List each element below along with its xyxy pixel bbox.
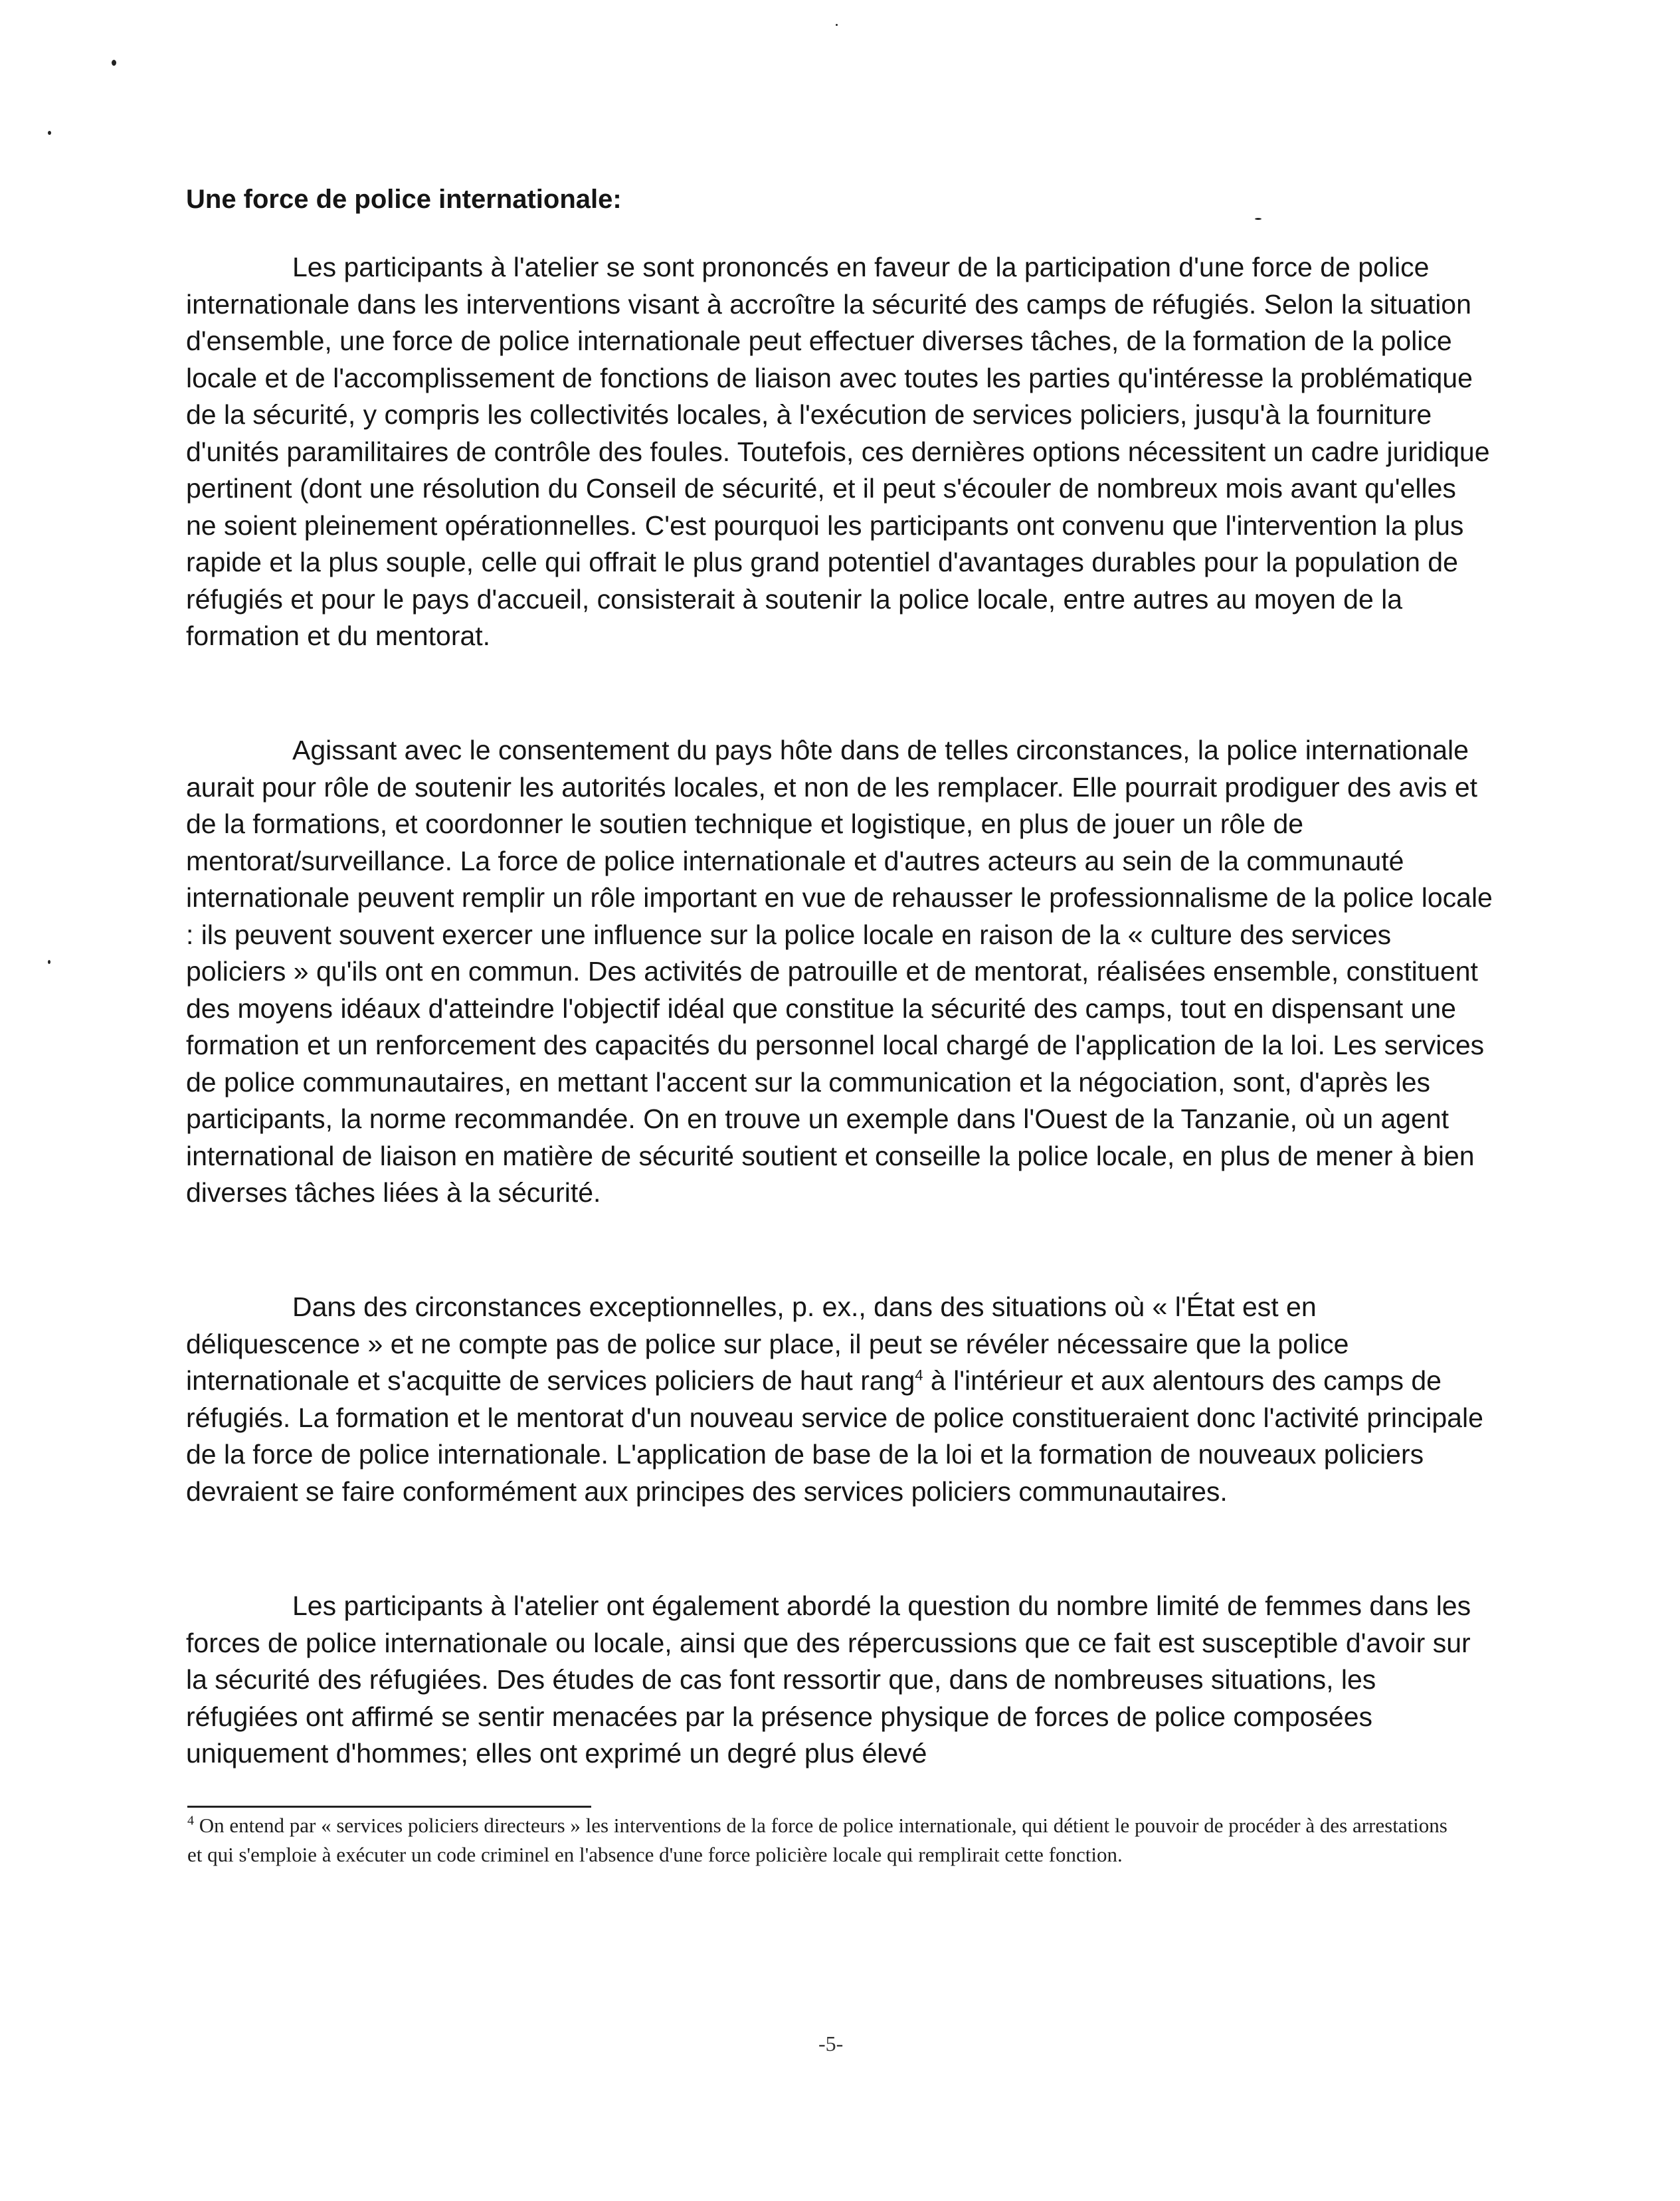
scan-speck	[48, 131, 51, 135]
paragraph-3-text-start: Dans des circonstances exceptionnelles, p. ex., dans des situations où « l'État est en déliquescence » et ne compte pas de police sur place, il peut se révéler nécessaire que la police internationale et s'acquitte de services policiers de haut rang	[186, 1292, 1349, 1396]
scan-speck	[1255, 218, 1261, 220]
scan-speck	[112, 60, 116, 66]
footnote-marker: 4	[187, 1813, 194, 1828]
footnote	[187, 1811, 1449, 1869]
footnote-text: On entend par « services policiers directeurs » les interventions de la force de police internationale, qui détient le pouvoir de procéder à des arrestations et qui s'emploie à exécuter un code criminel en l'absence d'une force policière locale qui remplirait cette fonction.	[187, 1814, 1447, 1866]
footnote-divider	[187, 1806, 591, 1808]
paragraph-3	[186, 1289, 1493, 1510]
scan-speck	[836, 24, 838, 26]
paragraph-1: Les participants à l'atelier se sont prononcés en faveur de la participation d'une force de police internationale dans les interventions visant à accroître la sécurité des camps de réfugiés. Selon la situation d'ensemble, une force de police internationale peut effectuer diverses tâches, de la formation de la police locale et de l'accomplissement de fonctions de liaison avec toutes les parties qu'intéresse la problématique de la sécurité, y compris les collectivités locales, à l'exécution de services policiers, jusqu'à la fourniture d'unités paramilitaires de contrôle des foules. Toutefois, ces dernières options nécessitent un cadre juridique pertinent (dont une résolution du Conseil de sécurité, et il peut s'écouler de nombreux mois avant qu'elles ne soient pleinement opérationnelles. C'est pourquoi les participants ont convenu que l'intervention la plus rapide et la plus souple, celle qui offrait le plus grand potentiel d'avantages durables pour la population de réfugiés et pour le pays d'accueil, consisterait à soutenir la police locale, entre autres au moyen de la formation et du mentorat.	[186, 252, 1490, 651]
scan-speck	[48, 960, 50, 964]
paragraph-2: Agissant avec le consentement du pays hôte dans de telles circonstances, la police internationale aurait pour rôle de soutenir les autorités locales, et non de les remplacer. Elle pourrait prodiguer des avis et de la formations, et coordonner le soutien technique et logistique, en plus de jouer un rôle de mentorat/surveillance. La force de police internationale et d'autres acteurs au sein de la communauté internationale peuvent remplir un rôle important en vue de rehausser le professionnalisme de la police locale : ils peuvent souvent exercer une influence sur la police locale en raison de la « culture des services policiers » qu'ils ont en commun. Des activités de patrouille et de mentorat, réalisées ensemble, constituent des moyens idéaux d'atteindre l'objectif idéal que constitue la sécurité des camps, tout en dispensant une formation et un renforcement des capacités du personnel local chargé de l'application de la loi. Les services de police communautaires, en mettant l'accent sur la communication et la négociation, sont, d'après les participants, la norme recommandée. On en trouve un exemple dans l'Ouest de la Tanzanie, où un agent international de liaison en matière de sécurité soutient et conseille la police locale, en plus de mener à bien diverses tâches liées à la sécurité.	[186, 735, 1493, 1208]
section-heading: Une force de police internationale:	[186, 185, 622, 214]
page-number: -5-	[818, 2032, 844, 2056]
paragraph-3-text-end: à l'intérieur et aux alentours des camps de réfugiés. La formation et le mentorat d'un nouveau service de police constitueraient donc l'activité principale de la force de police internationale. L'application de base de la loi et la formation de nouveaux policiers devraient se faire conformément aux principes des services policiers communautaires.	[186, 1365, 1483, 1507]
footnote-reference: 4	[915, 1367, 923, 1384]
paragraph-4: Les participants à l'atelier ont également abordé la question du nombre limité de femmes dans les forces de police internationale ou locale, ainsi que des répercussions que ce fait est susceptible d'avoir sur la sécurité des réfugiées. Des études de cas font ressortir que, dans de nombreuses situations, les réfugiées ont affirmé se sentir menacées par la présence physique de forces de police composées uniquement d'hommes; elles ont exprimé un degré plus élevé	[186, 1590, 1471, 1769]
